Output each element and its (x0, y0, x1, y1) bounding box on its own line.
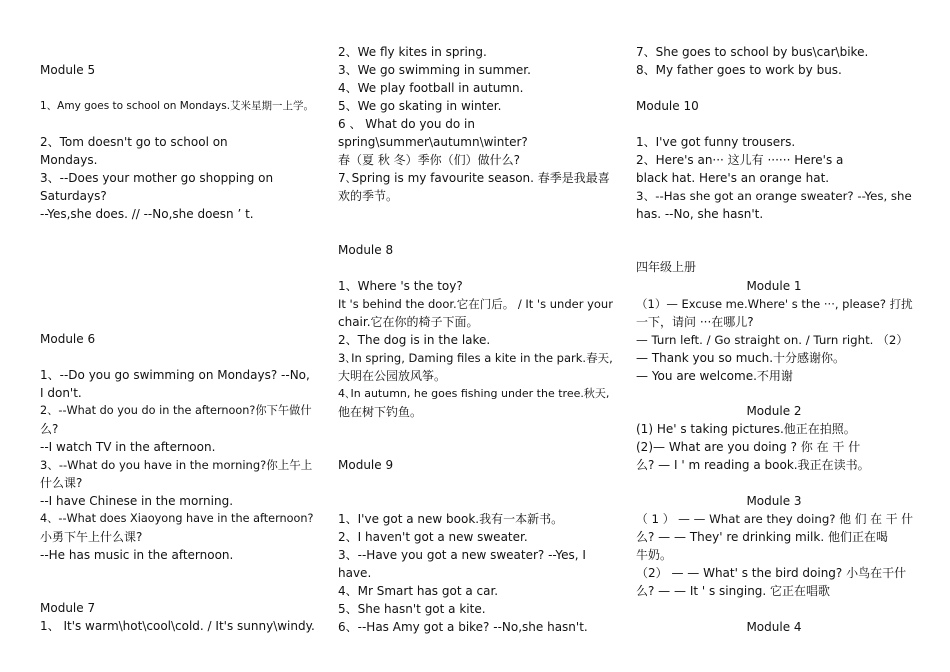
text-line: 么? — — It ' s singing. 它正在唱歌 (636, 584, 831, 598)
text-line: 6 、 What do you do in (338, 117, 475, 131)
module-8-heading: Module 8 (338, 243, 394, 257)
text-line: chair.它在你的椅子下面。 (338, 315, 479, 329)
text-line: 4、--What does Xiaoyong have in the afternoon? (40, 512, 314, 525)
text-line: （ 1 ） — — What are they doing? 他 们 在 干 什 (636, 512, 913, 526)
text-line: 1、 It's warm\hot\cool\cold. / It's sunny\windy. (40, 619, 315, 633)
text-line: 4、Mr Smart has got a car. (338, 584, 499, 598)
text-line: 他在树下钓鱼。 (338, 405, 423, 419)
text-line: have. (338, 566, 372, 580)
text-line: 么? — — They' re drinking milk. 他们正在喝 (636, 530, 888, 544)
module-6-heading: Module 6 (40, 332, 96, 346)
text-line: --I have Chinese in the morning. (40, 494, 234, 508)
grade-4-volume-1-heading: 四年级上册 (636, 260, 697, 274)
text-line: 8、My father goes to work by bus. (636, 63, 842, 77)
text-line: — Turn left. / Go straight on. / Turn right. （2） (636, 333, 909, 347)
text-line: （1）— Excuse me.Where' s the ···, please? 打扰 (636, 297, 913, 311)
text-line: 3、We go swimming in summer. (338, 63, 531, 77)
text-line: 4、We play football in autumn. (338, 81, 524, 95)
text-line: 什么课? (40, 476, 83, 490)
text-line: 2、Tom doesn't go to school on (40, 135, 228, 149)
text-line: 3、--What do you have in the morning?你上午上 (40, 458, 313, 472)
text-line: 2、--What do you do in the afternoon?你下午做什 (40, 404, 312, 417)
module-4-heading: Module 4 (746, 620, 802, 634)
module-7-heading: Module 7 (40, 601, 96, 615)
text-line: spring\summer\autumn\winter? (338, 135, 528, 149)
text-line: 一下，请问 ···在哪儿? (636, 315, 754, 329)
text-line: 1、I've got a new book.我有一本新书。 (338, 512, 564, 526)
text-line: — You are welcome.不用谢 (636, 369, 793, 383)
module-9-heading: Module 9 (338, 458, 394, 472)
text-line: 么? — I ' m reading a book.我正在读书。 (636, 458, 870, 472)
text-line: 1、I've got funny trousers. (636, 135, 796, 149)
text-line: 2、I haven't got a new sweater. (338, 530, 528, 544)
text-line: 1、Amy goes to school on Mondays.艾米星期一上学。 (40, 100, 315, 112)
text-line: --Yes,she does. // --No,she doesn ’ t. (40, 207, 254, 221)
text-line: Saturdays? (40, 189, 107, 203)
module-5-heading: Module 5 (40, 63, 96, 77)
text-line: 2、Here's an··· 这儿有 ······ Here's a (636, 153, 844, 167)
column-right (636, 0, 912, 672)
text-line: 3、--Does your mother go shopping on (40, 171, 274, 185)
text-line: 7､Spring is my favourite season. 春季是我最喜 (338, 171, 610, 185)
text-line: 小勇下午上什么课? (40, 530, 143, 544)
text-line: (2)— What are you doing ? 你 在 干 什 (636, 440, 861, 454)
text-line: I don't. (40, 386, 82, 400)
text-line: 5、We go skating in winter. (338, 99, 502, 113)
text-line: 3、--Have you got a new sweater? --Yes, I (338, 548, 586, 562)
text-line: 1、--Do you go swimming on Mondays? --No, (40, 368, 310, 382)
text-line: It 's behind the door.它在门后。 / It 's under your (338, 297, 613, 311)
text-line: 欢的季节。 (338, 189, 399, 203)
column-middle (338, 0, 612, 672)
text-line: （2） — — What' s the bird doing? 小鸟在干什 (636, 566, 907, 580)
module-2-heading: Module 2 (746, 404, 802, 418)
text-line: 3､In spring, Daming files a kite in the park.春天, (338, 351, 613, 365)
text-line: 么? (40, 422, 59, 436)
module-1-heading: Module 1 (746, 279, 802, 293)
module-3-heading: Module 3 (746, 494, 802, 508)
text-line: 牛奶。 (636, 548, 673, 562)
text-line: 春（夏 秋 冬）季你（们）做什么? (338, 153, 520, 167)
text-line: 4､In autumn, he goes fishing under the tree.秋天, (338, 387, 610, 400)
text-line: has. --No, she hasn't. (636, 207, 764, 221)
text-line: 3、--Has she got an orange sweater? --Yes, she (636, 189, 912, 203)
text-line: black hat. Here's an orange hat. (636, 171, 830, 185)
text-line: 大明在公园放风筝。 (338, 369, 447, 383)
text-line: 5、She hasn't got a kite. (338, 602, 486, 616)
text-line: --He has music in the afternoon. (40, 548, 234, 562)
text-line: 7、She goes to school by bus\car\bike. (636, 45, 869, 59)
text-line: (1) He' s taking pictures.他正在拍照。 (636, 422, 856, 436)
text-line: Mondays. (40, 153, 98, 167)
module-10-heading: Module 10 (636, 99, 699, 113)
text-line: 1、Where 's the toy? (338, 279, 463, 293)
text-line: 6、--Has Amy got a bike? --No,she hasn't. (338, 620, 588, 634)
text-line: 2、We fly kites in spring. (338, 45, 487, 59)
text-line: 2、The dog is in the lake. (338, 333, 491, 347)
text-line: — Thank you so much.十分感谢你。 (636, 351, 846, 365)
column-left (40, 0, 316, 672)
text-line: --I watch TV in the afternoon. (40, 440, 216, 454)
